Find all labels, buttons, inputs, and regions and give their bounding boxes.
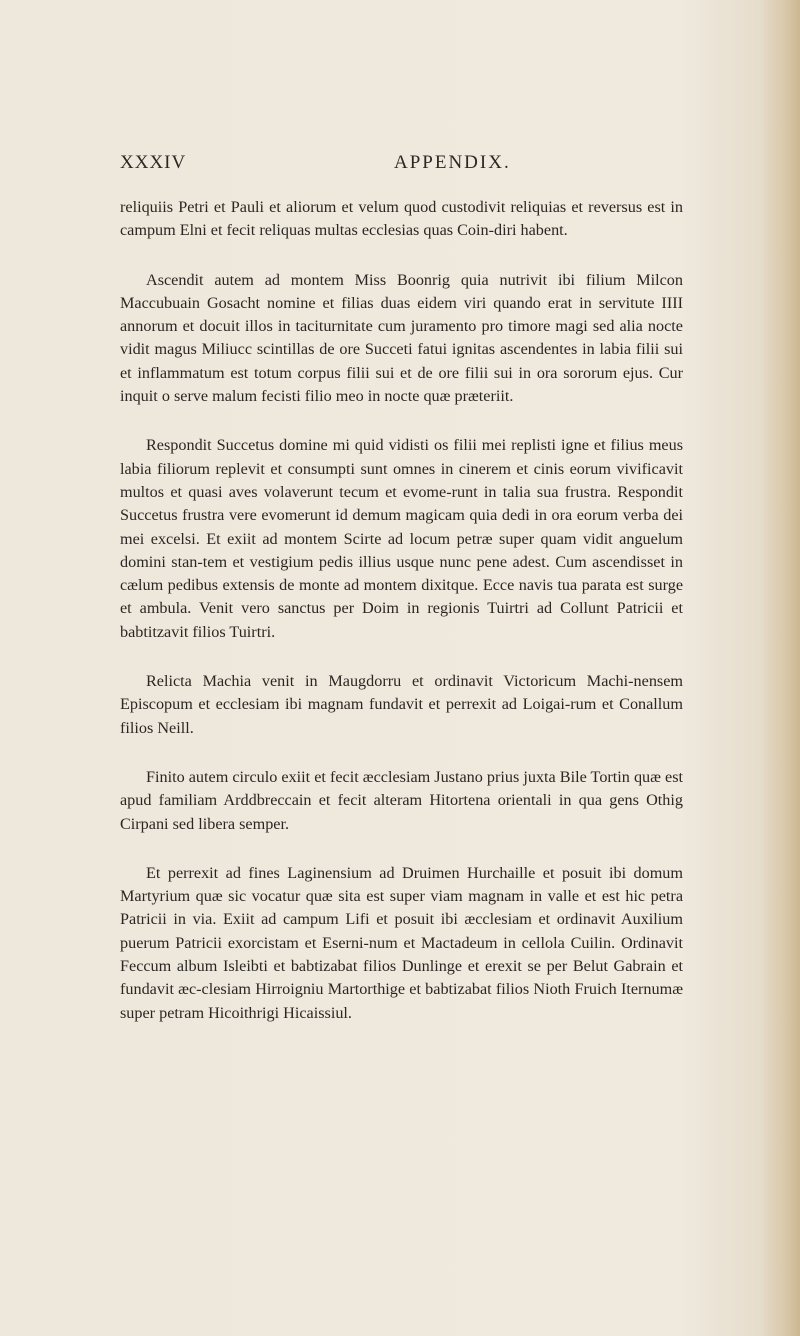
page-edge-shadow <box>760 0 800 1336</box>
paragraph-1 <box>120 196 683 243</box>
para-text: Finito autem circulo exiit et fecit æcclesiam Justano prius juxta Bile Tortin quæ est apud familiam Arddbreccain et fecit alteram Hitortena orientali in qua gens Othig Cirpani sed libera semper. <box>120 767 683 833</box>
paragraph-6 <box>120 862 683 1025</box>
paragraph-5 <box>120 766 683 836</box>
para-text: Relicta Machia venit in Maugdorru et ordinavit Victoricum Machi-nensem Episcopum et ecclesiam ibi magnam fundavit et perrexit ad Loigai-rum et Conallum filios Neill. <box>120 672 683 737</box>
paragraph-3 <box>120 434 683 644</box>
body-text <box>120 196 683 1051</box>
para-text: Ascendit autem ad montem Miss Boonrig quia nutrivit ibi filium Milcon Maccubuain Gosacht nomine et filias duas eidem viri quando erat in servitute IIII annorum et docuit illos in taciturnitate cum juramento pro timore magi sed alia nocte vidit magus Miliucc scintillas de ore Succeti fatui ignitas ascendentes in labia filii sui et inflammatum est totum corpus filii sui et de ore filii sui in ora sororum ejus. Cur inquit o serve malum fecisti filio meo in nocte quæ præteriit. <box>120 270 683 406</box>
page-header <box>120 152 550 182</box>
paragraph-4 <box>120 670 683 740</box>
para-text: Respondit Succetus domine mi quid vidisti os filii mei replisti igne et filius meus labia filiorum replevit et consumpti sunt omnes in cinerem et cinis eorum vivificavit multos et quasi aves volaverunt tecum et evome-runt in talia sua frustra. Respondit Succetus frustra vere evomerunt id demum magicam quia dedi in ora eorum verba dei mei excelsi. Et exiit ad montem Scirte ad locum petræ super quam vidit anguelum domini stan-tem et vestigium pedis illius usque nunc pene adest. Cum ascendisset in cælum pedibus extensis de monte ad montem dixitque. Ecce navis tua parata est surge et ambula. Venit vero sanctus per Doim in regionis Tuirtri ad Collunt Patricii et babtitzavit filios Tuirtri. <box>120 436 683 641</box>
running-head: APPENDIX. <box>394 152 511 173</box>
page-number: XXXIV <box>120 152 187 173</box>
paragraph-2 <box>120 269 683 409</box>
para-text: Et perrexit ad fines Laginensium ad Druimen Hurchaille et posuit ibi domum Martyrium quæ sic vocatur quæ sita est super viam magnam in valle et est hic petra Patricii in via. Exiit ad campum Lifi et posuit ibi æcclesiam et ordinavit Auxilium puerum Patricii exorcistam et Eserni-num et Mactadeum in cellola Cuilin. Ordinavit Feccum album Isleibti et babtizabat filios Dunlinge et erexit se per Belut Gabrain et fundavit æc-clesiam Hirroigniu Martorthige et babtizabat filios Nioth Fruich Iternumæ super petram Hicoithrigi Hicaissiul. <box>120 863 683 1022</box>
para-text: reliquiis Petri et Pauli et aliorum et velum quod custodivit reliquias et reversus est in campum Elni et fecit reliquas multas ecclesias quas Coin-diri habent. <box>120 198 683 240</box>
